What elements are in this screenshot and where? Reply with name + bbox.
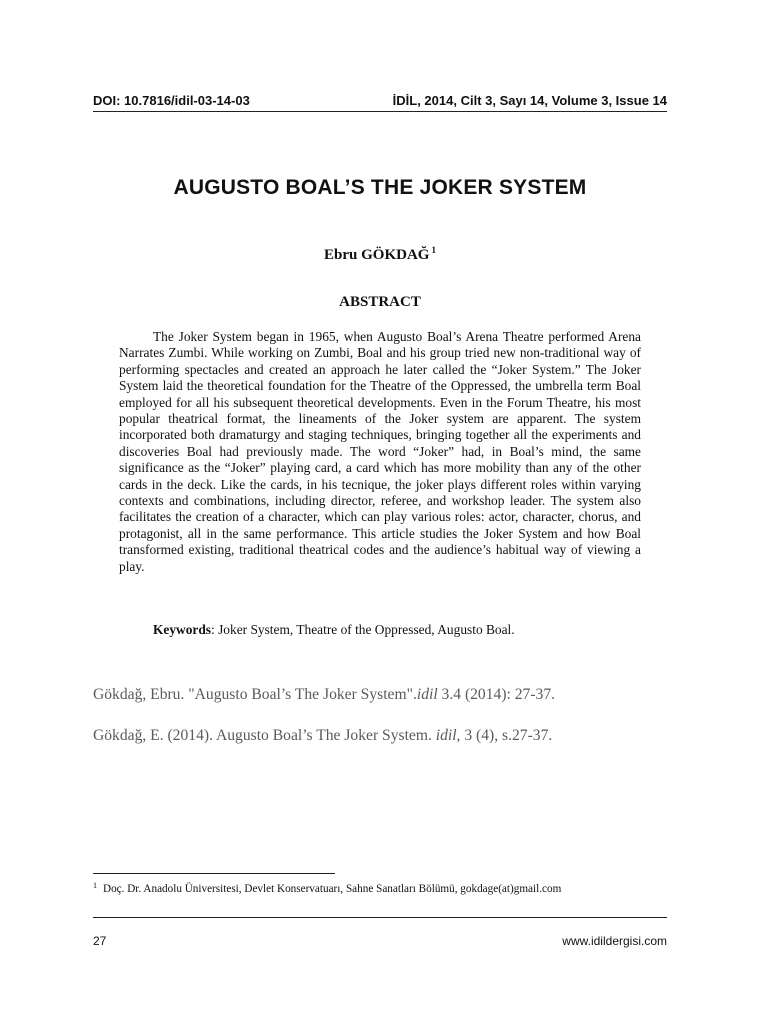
citation-journal: idil	[416, 686, 438, 703]
footer-divider	[93, 917, 667, 918]
abstract-text: The Joker System began in 1965, when Augusto Boal’s Arena Theatre performed Arena Narrates Zumbi. While working on Zumbi, Boal and his group tried new non-traditional way of performing spectacles and created an approach he later called the “Joker System.” The Joker System laid the theoretical foundation for the Theatre of the Oppressed, the umbrella term Boal employed for all his subsequent theoretical developments. Even in the Forum Theatre, his most popular theatrical format, the lineaments of the Joker system are apparent. The system incorporated both dramaturgy and staging techniques, bringing together all the experiments and discoveries Boal had previously made. The word “Joker” had, in Boal’s mind, the same significance as the “Joker” playing card, a card which has more mobility than any of the other cards in the deck. Like the cards, in his tecnique, the joker plays different roles within varying contexts and combinations, including director, referee, and workshop leader. The system also facilitates the creation of a character, which can play various roles: actor, character, chorus, and protagonist, all in the same performance. This article studies the Joker System and how Boal transformed existing, traditional theatrical codes and the audience’s habitual way of viewing a play.	[119, 329, 641, 574]
footnote-marker: 1	[93, 881, 97, 890]
author-footnote-ref[interactable]: 1	[431, 245, 436, 255]
citation-text: Gökdağ, Ebru. "Augusto Boal’s The Joker System".	[93, 686, 417, 703]
website-link[interactable]: www.idildergisi.com	[562, 934, 667, 948]
page-footer	[93, 934, 667, 948]
footnote-divider	[93, 873, 335, 874]
author-line	[93, 245, 667, 264]
author-name: Ebru GÖKDAĞ	[324, 247, 430, 263]
footnote	[93, 881, 693, 895]
citation-apa	[93, 727, 693, 745]
running-header	[93, 93, 667, 112]
page-number: 27	[93, 934, 107, 948]
keywords-list: : Joker System, Theatre of the Oppressed, Augusto Boal.	[211, 622, 515, 637]
citation-details: , 3 (4), s.27-37.	[456, 727, 553, 744]
citation-details: 3.4 (2014): 27-37.	[437, 686, 556, 703]
citation-journal: idil	[435, 727, 457, 744]
article-title: AUGUSTO BOAL’S THE JOKER SYSTEM	[173, 176, 587, 199]
doi-text: DOI: 10.7816/idil-03-14-03	[93, 93, 250, 108]
citation-text: Gökdağ, E. (2014). Augusto Boal’s The Joker System.	[93, 727, 436, 744]
abstract-heading: ABSTRACT	[339, 294, 421, 310]
journal-issue-text: İDİL, 2014, Cilt 3, Sayı 14, Volume 3, Issue 14	[392, 93, 667, 108]
keywords-label: Keywords	[153, 622, 212, 637]
footnote-text: Doç. Dr. Anadolu Üniversitesi, Devlet Konservatuarı, Sahne Sanatları Bölümü, gokdage(at)gmail.com	[103, 883, 562, 895]
citation-mla	[93, 686, 693, 704]
keywords-line	[153, 622, 653, 638]
